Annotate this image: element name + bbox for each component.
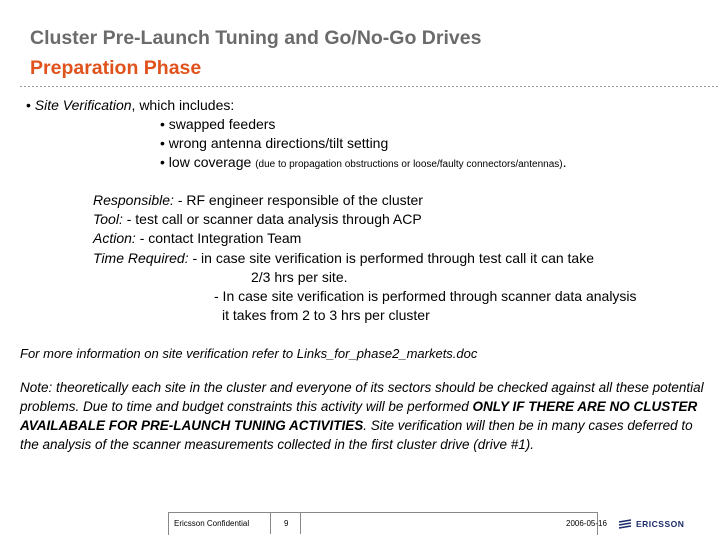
note-paragraph	[20, 378, 710, 454]
tool-label: Tool:	[93, 211, 123, 227]
list-item	[160, 134, 388, 152]
site-verification-line	[26, 96, 234, 114]
list-item	[160, 153, 567, 174]
footer-divider	[300, 512, 301, 534]
site-verification-label: Site Verification	[34, 97, 132, 113]
bullet-glyph: •	[160, 135, 165, 151]
responsible-label: Responsible:	[93, 192, 174, 208]
tool-value: - test call or scanner data analysis through ACP	[122, 211, 422, 227]
title-divider	[20, 86, 720, 87]
ericsson-logo-text: ERICSSON	[636, 519, 685, 529]
note-text-1: Note: theoretically each site in the cluster and everyone of its sectors should be checked against all these potential problems. Due to time and budget constraints this activity will be performed	[20, 380, 704, 414]
coverage-note: (due to propagation obstructions or loose/faulty connectors/antennas)	[255, 159, 563, 170]
ericsson-logo-icon	[618, 519, 632, 529]
bullet-glyph: •	[26, 97, 31, 113]
action-label: Action:	[93, 230, 136, 246]
ericsson-logo	[618, 519, 684, 529]
bullet-glyph: •	[160, 154, 165, 170]
action-line	[93, 229, 301, 247]
more-info-text: For more information on site verification refer to Links_for_phase2_markets.doc	[20, 346, 478, 361]
tool-line	[93, 210, 422, 228]
action-value: - contact Integration Team	[135, 230, 302, 246]
bullet-glyph: •	[160, 116, 165, 132]
footer-date: 2006-05-16	[566, 519, 607, 528]
footer-divider	[270, 512, 271, 534]
time-required-cont: 2/3 hrs per site.	[251, 269, 348, 285]
responsible-line	[93, 191, 423, 209]
site-verification-intro: , which includes:	[131, 97, 235, 113]
slide-subtitle: Preparation Phase	[30, 57, 202, 79]
coverage-note-end: .	[562, 154, 567, 170]
time-required-cont: it takes from 2 to 3 hrs per cluster	[222, 307, 430, 323]
time-required-value: - in case site verification is performed through test call it can take	[188, 250, 594, 266]
time-required-cont: - In case site verification is performed through scanner data analysis	[214, 288, 637, 304]
list-item-text: low coverage	[168, 154, 252, 170]
time-required-label: Time Required:	[93, 250, 189, 266]
slide-title: Cluster Pre-Launch Tuning and Go/No-Go Drives	[30, 27, 482, 49]
list-item-text: wrong antenna directions/tilt setting	[168, 135, 389, 151]
note-emphasis: ONLY IF THERE ARE NO CLUSTER AVAILABALE FOR PRE-LAUNCH TUNING ACTIVITIES	[20, 399, 698, 433]
footer-confidential: Ericsson Confidential	[174, 519, 250, 528]
list-item-text: swapped feeders	[168, 116, 276, 132]
responsible-value: - RF engineer responsible of the cluster	[173, 192, 423, 208]
list-item	[160, 115, 275, 133]
note-text-2: . Site verification will then be in many cases deferred to the analysis of the scanner measurements collected in the first cluster drive (drive #1).	[20, 418, 693, 452]
footer-page-number: 9	[284, 519, 289, 528]
time-required-line	[93, 249, 594, 267]
